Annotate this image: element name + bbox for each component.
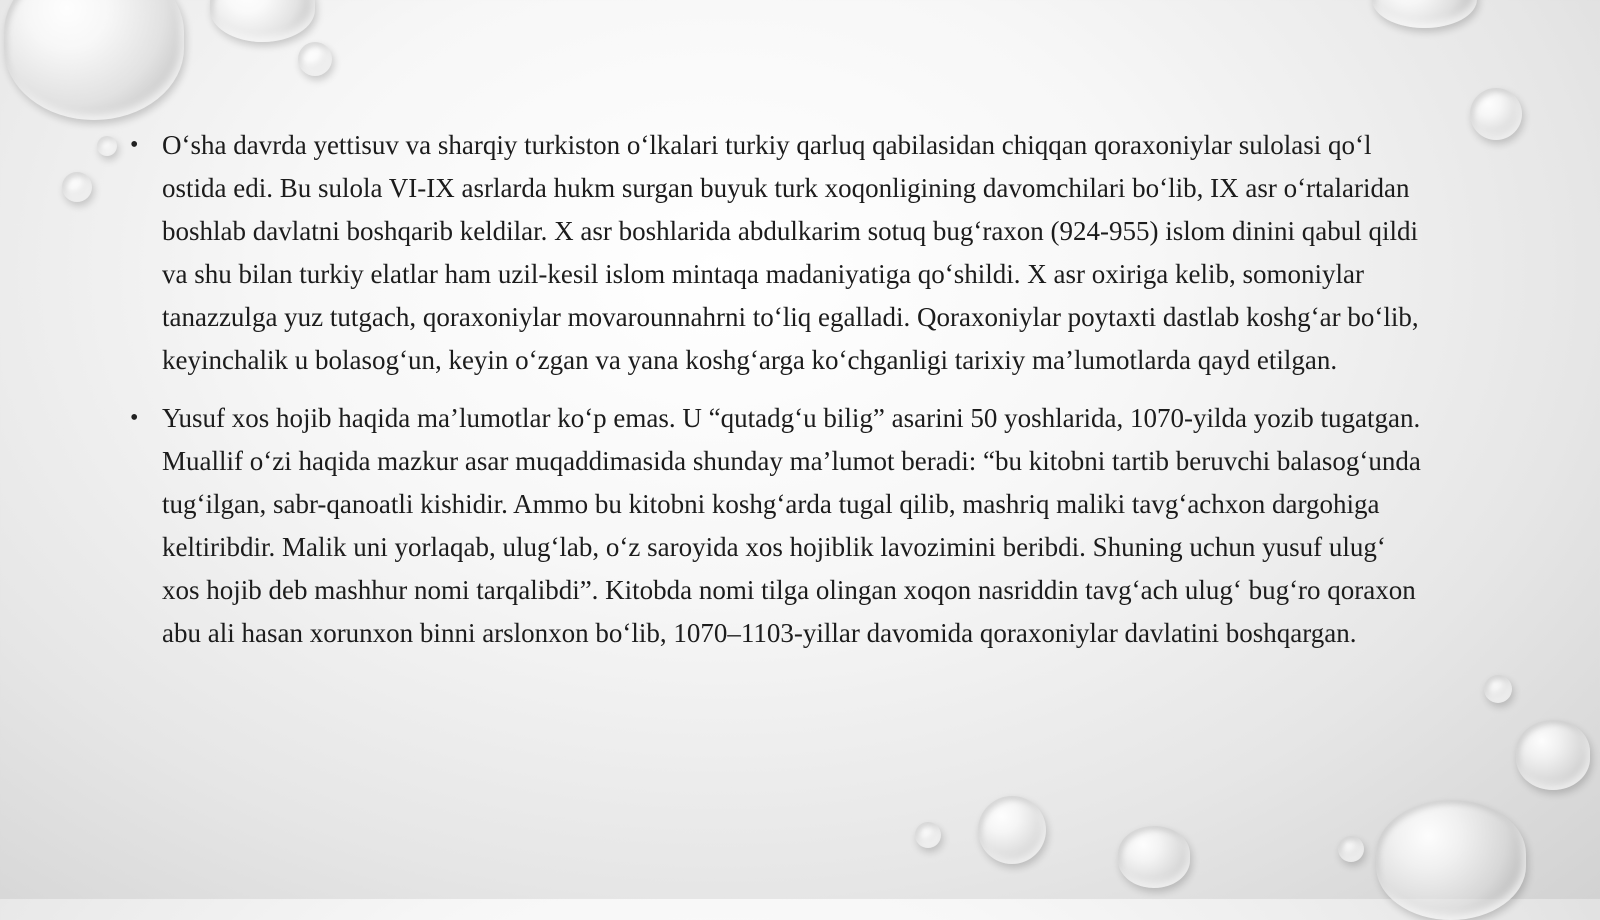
water-drop-decoration (97, 136, 117, 156)
bullet-item (130, 397, 1430, 655)
water-drop-decoration (298, 42, 332, 76)
bullet-text: O‘sha davrda yettisuv va sharqiy turkiston o‘lkalari turkiy qarluq qabilasidan chiqqan qoraxoniylar sulolasi qo‘l ostida edi. Bu sulola VI-IX asrlarda hukm surgan buyuk turk xoqonligining davomchilari bo‘lib, IX asr o‘rtalaridan boshlab davlatni boshqarib keldilar. X asr boshlarida abdulkarim sotuq bug‘raxon (924-955) islom dinini qabul qildi va shu bilan turkiy elatlar ham uzil-kesil islom mintaqa madaniyatiga qo‘shildi. X asr oxiriga kelib, somoniylar tanazzulga yuz tutgach, qoraxoniylar movarounnahrni to‘liq egalladi. Qoraxoniylar poytaxti dastlab koshg‘ar bo‘lib, keyinchalik u bolasog‘un, keyin o‘zgan va yana koshg‘arga ko‘chganligi tarixiy ma’lumotlarda qayd etilgan. (162, 130, 1419, 375)
water-drop-decoration (62, 172, 92, 202)
bullet-icon: • (130, 405, 139, 431)
water-drop-decoration (915, 822, 941, 848)
water-drop-decoration (1372, 0, 1477, 28)
bullet-text: Yusuf xos hojib haqida ma’lumotlar ko‘p emas. U “qutadg‘u bilig” asarini 50 yoshlarida, 1070-yilda yozib tugatgan. Muallif o‘zi haqida mazkur asar muqaddimasida shunday ma’lumot beradi: “bu kitobni tartib beruvchi balasog‘unda tug‘ilgan, sabr-qanoatli kishidir. Ammo bu kitobni koshg‘arda tugal qilib, mashriq maliki tavg‘achxon dargohiga keltiribdir. Malik uni yorlaqab, ulug‘lab, o‘z saroyida xos hojiblik lavozimini beribdi. Shuning uchun yusuf ulug‘ xos hojib deb mashhur nomi tarqalibdi”. Kitobda nomi tilga olingan xoqon nasriddin tavg‘ach ulug‘ bug‘ro qoraxon abu ali hasan xorunxon binni arslonxon bo‘lib, 1070–1103-yillar davomida qoraxoniylar davlatini boshqargan. (162, 403, 1421, 648)
water-drop-decoration (1516, 720, 1590, 790)
water-drop-decoration (1338, 836, 1364, 862)
bullet-item (130, 124, 1430, 382)
bullet-icon: • (130, 132, 139, 158)
water-drop-decoration (1118, 826, 1190, 888)
water-drop-decoration (1470, 88, 1522, 140)
slide-body (130, 124, 1430, 670)
water-drop-decoration (210, 0, 315, 42)
water-drop-decoration (4, 0, 184, 120)
water-drop-decoration (1484, 675, 1512, 703)
water-drop-decoration (1376, 800, 1526, 920)
water-drop-decoration (978, 796, 1046, 864)
